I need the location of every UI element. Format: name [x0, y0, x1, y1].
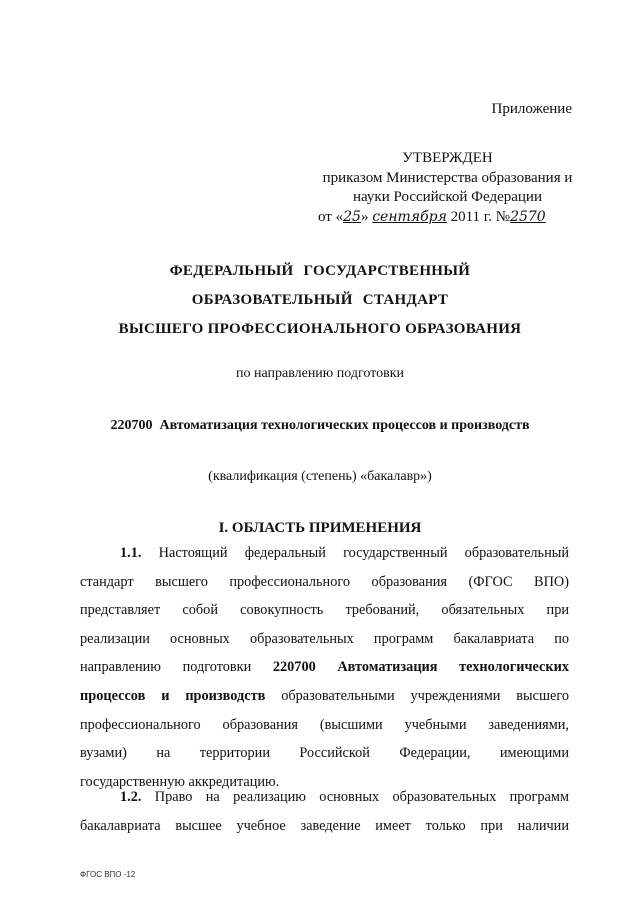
page-footer: ФГОС ВПО -12: [80, 870, 136, 879]
order-line-1: приказом Министерства образования и: [322, 170, 573, 186]
date-month: сентября: [372, 209, 447, 225]
program-title: 220700 Автоматизация технологических процессов и производств: [110, 418, 530, 433]
para2-line-1: 1.2. Право на реализацию основных образовательных программ: [120, 789, 569, 805]
para1-line-9: государственную аккредитацию.: [80, 773, 280, 790]
order-line-2: науки Российской Федерации: [352, 189, 542, 205]
date-prefix: от «: [318, 209, 344, 225]
order-number: 2570: [510, 209, 546, 225]
para1-line-7: профессионального образования (высшими учебными заведениями,: [80, 716, 569, 733]
para1-line-6: процессов и производств образовательными учреждениями высшего: [80, 687, 569, 704]
title-line-3: ВЫСШЕГО ПРОФЕССИОНАЛЬНОГО ОБРАЗОВАНИЯ: [118, 321, 522, 337]
para1-line-1: 1.1. Настоящий федеральный государственный образовательный: [120, 545, 569, 561]
para2-line-2: бакалавриата высшее учебное заведение имеет только при наличии: [80, 817, 569, 834]
para1-line-2: стандарт высшего профессионального образования (ФГОС ВПО): [80, 573, 569, 590]
direction-label: по направлению подготовки: [235, 366, 405, 381]
para1-line-3: представляет собой совокупность требований, обязательных при: [80, 602, 569, 619]
approval-block: [320, 149, 575, 207]
qualification-label: (квалификация (степень) «бакалавр»): [208, 469, 432, 484]
para1-number: 1.1.: [120, 545, 142, 561]
order-date-line: [318, 209, 546, 226]
document-title: [0, 257, 640, 344]
date-mid: »: [360, 209, 369, 225]
paragraph-1-1: [80, 539, 569, 796]
para2-number: 1.2.: [120, 789, 142, 805]
paragraph-1-2: [80, 783, 569, 840]
date-day: 25: [343, 209, 361, 225]
title-line-1: ФЕДЕРАЛЬНЫЙ ГОСУДАРСТВЕННЫЙ: [169, 263, 471, 279]
para1-line-5: направлению подготовки 220700 Автоматизация технологических: [80, 659, 569, 676]
title-line-2: ОБРАЗОВАТЕЛЬНЫЙ СТАНДАРТ: [191, 292, 449, 308]
para1-line-4: реализации основных образовательных программ бакалавриата по: [80, 630, 569, 647]
approved-label: УТВЕРЖДЕН: [402, 150, 493, 166]
para1-line-8: вузами) на территории Российской Федерации, имеющими: [80, 745, 569, 762]
section-title: I. ОБЛАСТЬ ПРИМЕНЕНИЯ: [218, 520, 422, 536]
date-year: 2011 г. №: [450, 209, 511, 225]
appendix-label: Приложение: [491, 101, 572, 117]
